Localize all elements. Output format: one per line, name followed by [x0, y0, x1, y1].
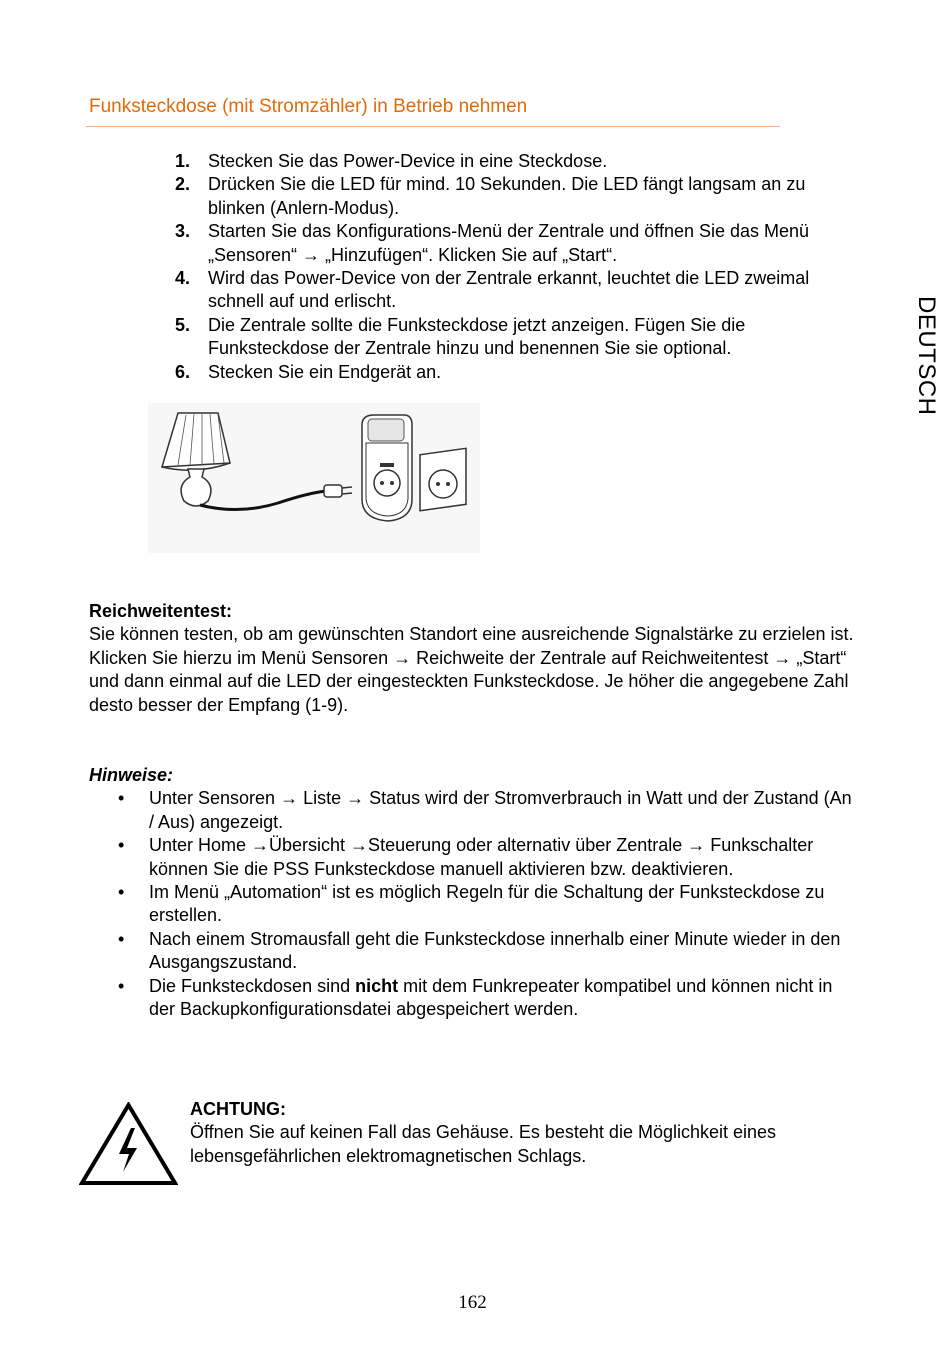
- step-item: [160, 267, 865, 314]
- note-text: Unter Sensoren → Liste → Status wird der Stromverbrauch in Watt und der Zustand (An / Aus) angezeigt.: [149, 788, 852, 832]
- note-text: Nach einem Stromausfall geht die Funksteckdose innerhalb einer Minute wieder in den Ausgangszustand.: [149, 928, 841, 973]
- bullet: •: [118, 928, 125, 949]
- step-text: Wird das Power-Device von der Zentrale erkannt, leuchtet die LED zweimal schnell auf und erlischt.: [208, 268, 810, 312]
- step-text: Stecken Sie das Power-Device in eine Steckdose.: [208, 151, 608, 171]
- step-item: [160, 314, 865, 361]
- note-emphasis: nicht: [355, 975, 399, 996]
- lamp-plug-socket-illustration: [148, 403, 480, 553]
- list-item: [89, 834, 859, 881]
- range-test-text: Sie können testen, ob am gewünschten Standort eine ausreichende Signalstärke zu erzielen ist. Klicken Sie hierzu im Menü Sensoren → Reichweite der Zentrale auf Reichweitentest → „Start“ und dann einmal auf die LED der eingesteckten Funksteckdose. Je höher die angegebene Zahl desto besser der Empfang (1-9).: [89, 624, 854, 715]
- notes-section: [89, 764, 859, 1021]
- note-text: Im Menü „Automation“ ist es möglich Regeln für die Schaltung der Funksteckdose zu erstellen.: [149, 882, 825, 926]
- step-number: 1.: [174, 151, 190, 171]
- notes-list: [89, 787, 859, 1021]
- step-item: [160, 361, 865, 384]
- language-tab: DEUTSCH: [913, 296, 940, 416]
- bullet: •: [118, 835, 125, 856]
- list-item: [89, 928, 859, 975]
- note-text: Unter Home →Übersicht →Steuerung oder alternativ über Zentrale → Funkschalter können Sie die PSS Funksteckdose manuell aktivieren bzw. deaktivieren.: [149, 835, 814, 879]
- list-item: [89, 975, 859, 1022]
- note-text-start: Die Funksteckdosen sind: [149, 975, 356, 996]
- note-text: [149, 975, 859, 1022]
- warning-text: Öffnen Sie auf keinen Fall das Gehäuse. Es besteht die Möglichkeit eines lebensgefährlichen elektromagnetischen Schlags.: [190, 1122, 777, 1166]
- step-text: Die Zentrale sollte die Funksteckdose jetzt anzeigen. Fügen Sie die Funksteckdose der Zentrale hinzu und benennen Sie sie optional.: [208, 314, 746, 359]
- step-text: Stecken Sie ein Endgerät an.: [208, 361, 442, 382]
- setup-steps-list: [160, 150, 865, 384]
- bullet: •: [118, 882, 125, 903]
- bullet: •: [118, 975, 125, 996]
- step-number: 6.: [174, 361, 190, 382]
- warning-section: [190, 1098, 870, 1168]
- step-item: [160, 150, 865, 173]
- step-text: Drücken Sie die LED für mind. 10 Sekunden. Die LED fängt langsam an zu blinken (Anlern-Modus).: [208, 174, 806, 218]
- step-text: Starten Sie das Konfigurations-Menü der Zentrale und öffnen Sie das Menü „Sensoren“ → „Hinzufügen“. Klicken Sie auf „Start“.: [208, 221, 810, 265]
- heading-divider: [86, 126, 780, 127]
- range-test-title: Reichweitentest:: [89, 601, 233, 621]
- plug: [324, 485, 342, 497]
- step-item: [160, 220, 865, 267]
- high-voltage-warning-icon: [79, 1102, 178, 1186]
- step-number: 5.: [174, 314, 190, 335]
- list-item: [89, 787, 859, 834]
- warning-title: ACHTUNG:: [190, 1099, 286, 1119]
- section-heading: Funksteckdose (mit Stromzähler) in Betrieb nehmen: [89, 96, 528, 117]
- list-item: [89, 881, 859, 928]
- notes-title: Hinweise:: [89, 765, 174, 785]
- page-number: 162: [458, 1292, 487, 1313]
- step-number: 2.: [174, 174, 190, 195]
- range-test-section: [89, 600, 859, 717]
- step-number: 3.: [174, 221, 190, 242]
- step-item: [160, 173, 865, 220]
- bullet: •: [118, 788, 125, 809]
- note-text-end: mit dem Funkrepeater kompatibel und können nicht in der Backupkonfigurationsdatei abgespeichert werden.: [149, 975, 833, 1020]
- step-number: 4.: [174, 268, 190, 289]
